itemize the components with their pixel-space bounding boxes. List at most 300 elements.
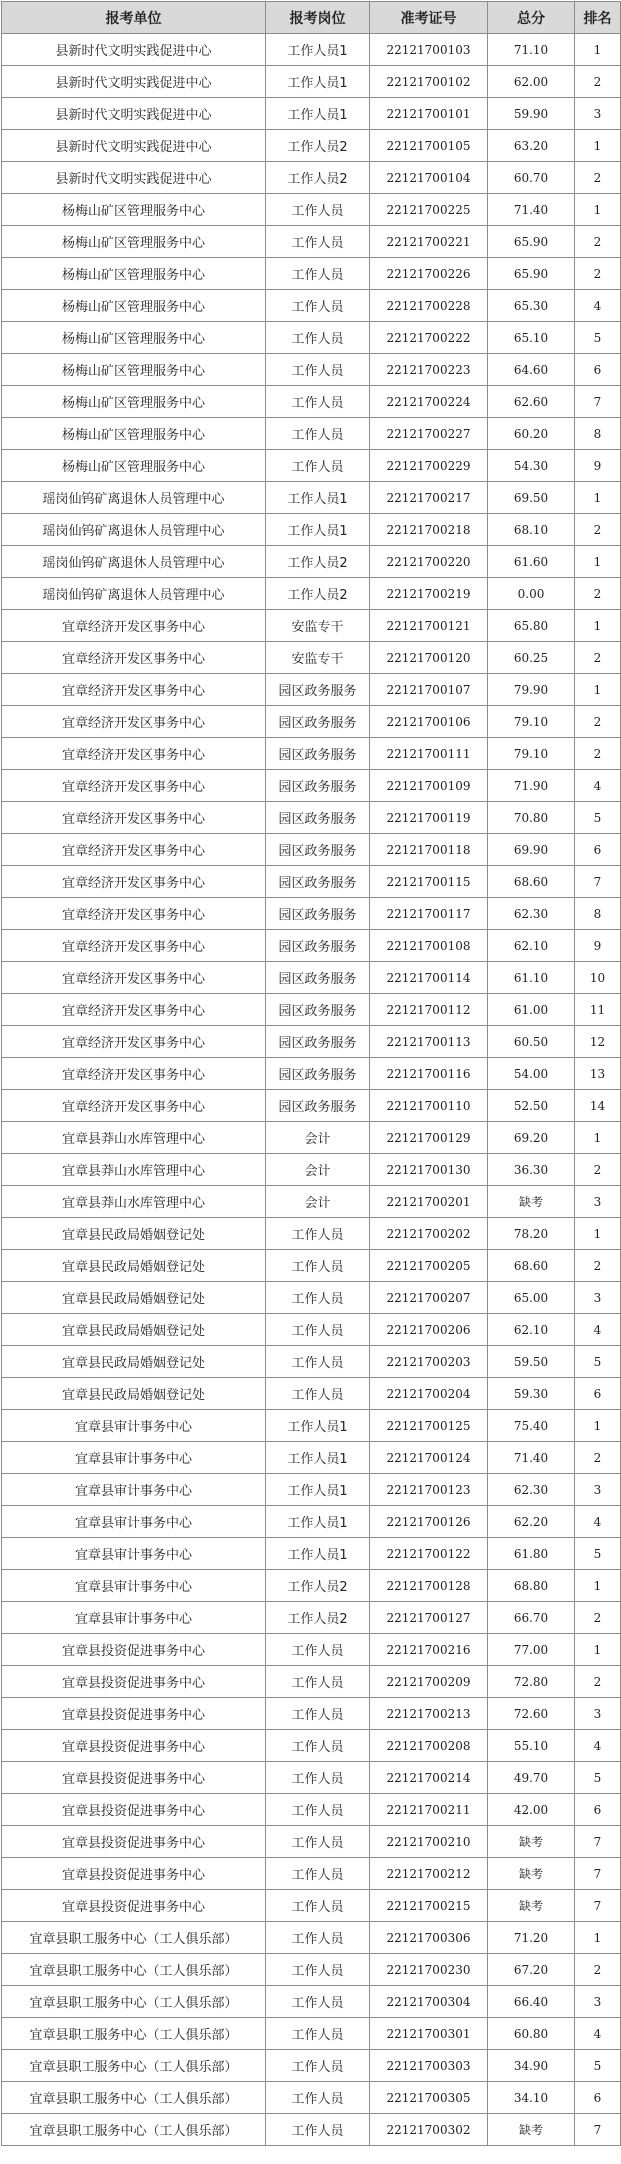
cell-rank: 1 (575, 1218, 621, 1250)
table-row (2, 322, 621, 354)
cell-unit: 宜章县民政局婚姻登记处 (2, 1250, 266, 1282)
cell-position: 工作人员 (266, 1634, 370, 1666)
cell-unit: 宜章县审计事务中心 (2, 1538, 266, 1570)
header-total-score: 总分 (488, 2, 575, 34)
cell-position: 工作人员 (266, 1250, 370, 1282)
table-row (2, 802, 621, 834)
header-ticket-number: 准考证号 (370, 2, 488, 34)
cell-unit: 县新时代文明实践促进中心 (2, 130, 266, 162)
cell-position: 工作人员 (266, 1666, 370, 1698)
cell-total-score: 0.00 (488, 578, 575, 610)
cell-rank: 1 (575, 1410, 621, 1442)
cell-unit: 宜章经济开发区事务中心 (2, 802, 266, 834)
table-row (2, 1250, 621, 1282)
cell-position: 园区政务服务 (266, 770, 370, 802)
cell-rank: 4 (575, 2018, 621, 2050)
cell-total-score: 71.20 (488, 1922, 575, 1954)
table-row (2, 1314, 621, 1346)
cell-position: 安监专干 (266, 610, 370, 642)
cell-unit: 杨梅山矿区管理服务中心 (2, 354, 266, 386)
cell-total-score: 68.60 (488, 866, 575, 898)
cell-rank: 2 (575, 1442, 621, 1474)
cell-unit: 宜章经济开发区事务中心 (2, 642, 266, 674)
cell-ticket-number: 22121700229 (370, 450, 488, 482)
cell-ticket-number: 22121700210 (370, 1826, 488, 1858)
table-row (2, 450, 621, 482)
table-row (2, 162, 621, 194)
cell-unit: 宜章县莽山水库管理中心 (2, 1186, 266, 1218)
cell-total-score: 59.30 (488, 1378, 575, 1410)
cell-position: 工作人员2 (266, 546, 370, 578)
cell-position: 工作人员 (266, 1890, 370, 1922)
cell-rank: 5 (575, 802, 621, 834)
cell-total-score: 缺考 (488, 1890, 575, 1922)
cell-total-score: 68.10 (488, 514, 575, 546)
cell-ticket-number: 22121700206 (370, 1314, 488, 1346)
table-row (2, 866, 621, 898)
cell-total-score: 63.20 (488, 130, 575, 162)
cell-unit: 宜章县民政局婚姻登记处 (2, 1378, 266, 1410)
table-row (2, 1090, 621, 1122)
header-rank: 排名 (575, 2, 621, 34)
cell-total-score: 34.90 (488, 2050, 575, 2082)
table-row (2, 1506, 621, 1538)
cell-unit: 宜章县职工服务中心（工人俱乐部） (2, 1922, 266, 1954)
cell-rank: 9 (575, 930, 621, 962)
cell-position: 园区政务服务 (266, 674, 370, 706)
cell-position: 工作人员 (266, 1794, 370, 1826)
cell-position: 工作人员 (266, 2018, 370, 2050)
table-row (2, 2050, 621, 2082)
cell-rank: 1 (575, 1122, 621, 1154)
cell-total-score: 72.60 (488, 1698, 575, 1730)
cell-unit: 杨梅山矿区管理服务中心 (2, 258, 266, 290)
cell-position: 园区政务服务 (266, 866, 370, 898)
cell-total-score: 52.50 (488, 1090, 575, 1122)
cell-ticket-number: 22121700128 (370, 1570, 488, 1602)
cell-rank: 6 (575, 1794, 621, 1826)
cell-unit: 宜章县投资促进事务中心 (2, 1698, 266, 1730)
cell-unit: 宜章经济开发区事务中心 (2, 898, 266, 930)
table-row (2, 482, 621, 514)
cell-total-score: 69.20 (488, 1122, 575, 1154)
table-row (2, 130, 621, 162)
cell-ticket-number: 22121700113 (370, 1026, 488, 1058)
cell-ticket-number: 22121700215 (370, 1890, 488, 1922)
cell-ticket-number: 22121700219 (370, 578, 488, 610)
table-row (2, 1058, 621, 1090)
cell-position: 工作人员 (266, 1826, 370, 1858)
table-row (2, 1026, 621, 1058)
cell-position: 工作人员 (266, 2114, 370, 2146)
table-row (2, 610, 621, 642)
cell-total-score: 79.10 (488, 738, 575, 770)
cell-position: 工作人员1 (266, 1538, 370, 1570)
cell-total-score: 66.70 (488, 1602, 575, 1634)
cell-ticket-number: 22121700109 (370, 770, 488, 802)
cell-position: 工作人员1 (266, 66, 370, 98)
cell-unit: 宜章县投资促进事务中心 (2, 1826, 266, 1858)
cell-ticket-number: 22121700230 (370, 1954, 488, 1986)
cell-total-score: 77.00 (488, 1634, 575, 1666)
cell-position: 安监专干 (266, 642, 370, 674)
cell-total-score: 49.70 (488, 1762, 575, 1794)
cell-total-score: 36.30 (488, 1154, 575, 1186)
cell-unit: 宜章经济开发区事务中心 (2, 1026, 266, 1058)
cell-ticket-number: 22121700115 (370, 866, 488, 898)
cell-ticket-number: 22121700211 (370, 1794, 488, 1826)
cell-ticket-number: 22121700112 (370, 994, 488, 1026)
cell-rank: 1 (575, 1922, 621, 1954)
cell-total-score: 缺考 (488, 2114, 575, 2146)
cell-rank: 2 (575, 738, 621, 770)
table-row (2, 546, 621, 578)
cell-ticket-number: 22121700114 (370, 962, 488, 994)
cell-unit: 宜章县投资促进事务中心 (2, 1794, 266, 1826)
cell-unit: 宜章经济开发区事务中心 (2, 770, 266, 802)
cell-unit: 宜章县职工服务中心（工人俱乐部） (2, 1954, 266, 1986)
cell-total-score: 60.50 (488, 1026, 575, 1058)
cell-position: 工作人员1 (266, 1410, 370, 1442)
table-row (2, 2018, 621, 2050)
cell-ticket-number: 22121700228 (370, 290, 488, 322)
cell-rank: 7 (575, 866, 621, 898)
cell-position: 园区政务服务 (266, 930, 370, 962)
cell-total-score: 55.10 (488, 1730, 575, 1762)
cell-position: 园区政务服务 (266, 802, 370, 834)
cell-ticket-number: 22121700304 (370, 1986, 488, 2018)
cell-ticket-number: 22121700216 (370, 1634, 488, 1666)
cell-unit: 宜章经济开发区事务中心 (2, 866, 266, 898)
cell-unit: 宜章经济开发区事务中心 (2, 610, 266, 642)
cell-rank: 8 (575, 418, 621, 450)
cell-position: 会计 (266, 1186, 370, 1218)
cell-unit: 宜章县审计事务中心 (2, 1410, 266, 1442)
cell-position: 会计 (266, 1122, 370, 1154)
cell-rank: 7 (575, 2114, 621, 2146)
cell-position: 工作人员 (266, 226, 370, 258)
cell-total-score: 79.90 (488, 674, 575, 706)
table-row (2, 1378, 621, 1410)
table-row (2, 1538, 621, 1570)
cell-rank: 6 (575, 2082, 621, 2114)
cell-rank: 1 (575, 130, 621, 162)
cell-ticket-number: 22121700208 (370, 1730, 488, 1762)
cell-unit: 宜章县投资促进事务中心 (2, 1634, 266, 1666)
cell-total-score: 69.90 (488, 834, 575, 866)
cell-position: 工作人员1 (266, 514, 370, 546)
cell-position: 工作人员 (266, 1346, 370, 1378)
cell-rank: 1 (575, 34, 621, 66)
cell-total-score: 72.80 (488, 1666, 575, 1698)
cell-total-score: 62.00 (488, 66, 575, 98)
cell-ticket-number: 22121700118 (370, 834, 488, 866)
cell-rank: 11 (575, 994, 621, 1026)
table-row (2, 1954, 621, 1986)
cell-rank: 2 (575, 1602, 621, 1634)
cell-unit: 宜章县投资促进事务中心 (2, 1666, 266, 1698)
table-row (2, 1282, 621, 1314)
cell-unit: 宜章县职工服务中心（工人俱乐部） (2, 1986, 266, 2018)
cell-position: 园区政务服务 (266, 962, 370, 994)
cell-rank: 5 (575, 1538, 621, 1570)
cell-rank: 5 (575, 1762, 621, 1794)
cell-rank: 1 (575, 482, 621, 514)
cell-unit: 县新时代文明实践促进中心 (2, 162, 266, 194)
table-row (2, 1218, 621, 1250)
table-row (2, 98, 621, 130)
cell-position: 工作人员 (266, 258, 370, 290)
cell-rank: 2 (575, 1666, 621, 1698)
cell-rank: 7 (575, 1890, 621, 1922)
cell-ticket-number: 22121700207 (370, 1282, 488, 1314)
cell-ticket-number: 22121700105 (370, 130, 488, 162)
cell-position: 工作人员1 (266, 98, 370, 130)
cell-ticket-number: 22121700305 (370, 2082, 488, 2114)
cell-unit: 宜章县民政局婚姻登记处 (2, 1346, 266, 1378)
cell-total-score: 60.80 (488, 2018, 575, 2050)
cell-ticket-number: 22121700222 (370, 322, 488, 354)
cell-rank: 7 (575, 386, 621, 418)
cell-total-score: 65.10 (488, 322, 575, 354)
cell-ticket-number: 22121700126 (370, 1506, 488, 1538)
cell-total-score: 71.40 (488, 194, 575, 226)
table-row (2, 2114, 621, 2146)
cell-total-score: 66.40 (488, 1986, 575, 2018)
cell-ticket-number: 22121700127 (370, 1602, 488, 1634)
cell-rank: 4 (575, 1730, 621, 1762)
cell-position: 工作人员1 (266, 1442, 370, 1474)
table-row (2, 1154, 621, 1186)
table-row (2, 1890, 621, 1922)
cell-unit: 宜章县投资促进事务中心 (2, 1762, 266, 1794)
cell-total-score: 68.80 (488, 1570, 575, 1602)
table-row (2, 1634, 621, 1666)
table-row (2, 962, 621, 994)
cell-ticket-number: 22121700212 (370, 1858, 488, 1890)
table-row (2, 514, 621, 546)
cell-unit: 宜章经济开发区事务中心 (2, 1090, 266, 1122)
cell-position: 工作人员 (266, 290, 370, 322)
cell-unit: 杨梅山矿区管理服务中心 (2, 194, 266, 226)
table-header-row (2, 2, 621, 34)
cell-unit: 宜章经济开发区事务中心 (2, 994, 266, 1026)
cell-rank: 2 (575, 578, 621, 610)
cell-total-score: 70.80 (488, 802, 575, 834)
cell-total-score: 62.60 (488, 386, 575, 418)
cell-position: 工作人员 (266, 1730, 370, 1762)
table-row (2, 1730, 621, 1762)
cell-position: 园区政务服务 (266, 1026, 370, 1058)
cell-total-score: 60.25 (488, 642, 575, 674)
cell-rank: 3 (575, 1186, 621, 1218)
table-row (2, 1570, 621, 1602)
cell-total-score: 61.00 (488, 994, 575, 1026)
cell-position: 工作人员 (266, 1282, 370, 1314)
cell-ticket-number: 22121700303 (370, 2050, 488, 2082)
table-row (2, 898, 621, 930)
cell-total-score: 59.50 (488, 1346, 575, 1378)
cell-unit: 宜章县职工服务中心（工人俱乐部） (2, 2082, 266, 2114)
cell-ticket-number: 22121700306 (370, 1922, 488, 1954)
cell-rank: 12 (575, 1026, 621, 1058)
cell-ticket-number: 22121700111 (370, 738, 488, 770)
cell-unit: 宜章县民政局婚姻登记处 (2, 1218, 266, 1250)
cell-unit: 瑶岗仙钨矿离退休人员管理中心 (2, 546, 266, 578)
cell-rank: 2 (575, 1250, 621, 1282)
cell-position: 工作人员 (266, 1218, 370, 1250)
cell-total-score: 61.60 (488, 546, 575, 578)
cell-ticket-number: 22121700224 (370, 386, 488, 418)
cell-total-score: 62.30 (488, 1474, 575, 1506)
cell-unit: 宜章县莽山水库管理中心 (2, 1154, 266, 1186)
cell-rank: 5 (575, 1346, 621, 1378)
cell-rank: 2 (575, 226, 621, 258)
cell-unit: 宜章县审计事务中心 (2, 1474, 266, 1506)
table-row (2, 1986, 621, 2018)
cell-unit: 宜章县投资促进事务中心 (2, 1858, 266, 1890)
cell-total-score: 34.10 (488, 2082, 575, 2114)
cell-ticket-number: 22121700130 (370, 1154, 488, 1186)
cell-total-score: 62.20 (488, 1506, 575, 1538)
cell-total-score: 62.30 (488, 898, 575, 930)
cell-unit: 县新时代文明实践促进中心 (2, 66, 266, 98)
table-row (2, 1698, 621, 1730)
cell-rank: 6 (575, 1378, 621, 1410)
cell-unit: 瑶岗仙钨矿离退休人员管理中心 (2, 514, 266, 546)
header-unit: 报考单位 (2, 2, 266, 34)
cell-position: 工作人员1 (266, 34, 370, 66)
cell-ticket-number: 22121700121 (370, 610, 488, 642)
cell-rank: 4 (575, 770, 621, 802)
cell-total-score: 71.10 (488, 34, 575, 66)
table-row (2, 770, 621, 802)
cell-rank: 5 (575, 322, 621, 354)
cell-position: 工作人员1 (266, 1506, 370, 1538)
table-row (2, 1410, 621, 1442)
score-table (1, 1, 621, 2146)
cell-unit: 宜章经济开发区事务中心 (2, 1058, 266, 1090)
cell-total-score: 62.10 (488, 1314, 575, 1346)
cell-position: 工作人员 (266, 1986, 370, 2018)
table-row (2, 1474, 621, 1506)
cell-position: 工作人员 (266, 194, 370, 226)
cell-position: 园区政务服务 (266, 1058, 370, 1090)
cell-unit: 县新时代文明实践促进中心 (2, 34, 266, 66)
cell-position: 工作人员2 (266, 130, 370, 162)
cell-total-score: 69.50 (488, 482, 575, 514)
cell-unit: 宜章县审计事务中心 (2, 1506, 266, 1538)
table-row (2, 1794, 621, 1826)
table-row (2, 386, 621, 418)
cell-total-score: 65.30 (488, 290, 575, 322)
table-row (2, 1122, 621, 1154)
cell-unit: 杨梅山矿区管理服务中心 (2, 226, 266, 258)
cell-ticket-number: 22121700302 (370, 2114, 488, 2146)
cell-position: 工作人员2 (266, 162, 370, 194)
cell-position: 园区政务服务 (266, 994, 370, 1026)
cell-position: 工作人员 (266, 1314, 370, 1346)
cell-unit: 宜章县投资促进事务中心 (2, 1730, 266, 1762)
cell-ticket-number: 22121700125 (370, 1410, 488, 1442)
table-row (2, 1186, 621, 1218)
cell-position: 工作人员 (266, 1762, 370, 1794)
cell-total-score: 65.90 (488, 258, 575, 290)
cell-unit: 瑶岗仙钨矿离退休人员管理中心 (2, 578, 266, 610)
cell-total-score: 78.20 (488, 1218, 575, 1250)
cell-position: 工作人员 (266, 322, 370, 354)
cell-ticket-number: 22121700221 (370, 226, 488, 258)
cell-rank: 2 (575, 162, 621, 194)
table-row (2, 1346, 621, 1378)
cell-rank: 1 (575, 546, 621, 578)
cell-rank: 1 (575, 1634, 621, 1666)
cell-rank: 2 (575, 258, 621, 290)
cell-rank: 4 (575, 1506, 621, 1538)
cell-rank: 4 (575, 290, 621, 322)
table-row (2, 34, 621, 66)
cell-position: 工作人员2 (266, 578, 370, 610)
cell-unit: 宜章经济开发区事务中心 (2, 738, 266, 770)
cell-ticket-number: 22121700103 (370, 34, 488, 66)
cell-total-score: 54.00 (488, 1058, 575, 1090)
cell-unit: 宜章经济开发区事务中心 (2, 930, 266, 962)
cell-rank: 1 (575, 610, 621, 642)
cell-ticket-number: 22121700129 (370, 1122, 488, 1154)
cell-rank: 3 (575, 1698, 621, 1730)
cell-rank: 6 (575, 834, 621, 866)
cell-unit: 宜章经济开发区事务中心 (2, 834, 266, 866)
cell-ticket-number: 22121700108 (370, 930, 488, 962)
table-row (2, 1762, 621, 1794)
cell-position: 工作人员 (266, 418, 370, 450)
cell-rank: 10 (575, 962, 621, 994)
cell-rank: 14 (575, 1090, 621, 1122)
cell-total-score: 62.10 (488, 930, 575, 962)
cell-rank: 6 (575, 354, 621, 386)
cell-ticket-number: 22121700201 (370, 1186, 488, 1218)
cell-ticket-number: 22121700225 (370, 194, 488, 226)
cell-unit: 宜章县审计事务中心 (2, 1602, 266, 1634)
cell-ticket-number: 22121700220 (370, 546, 488, 578)
cell-position: 工作人员 (266, 1698, 370, 1730)
cell-rank: 9 (575, 450, 621, 482)
cell-rank: 7 (575, 1858, 621, 1890)
cell-ticket-number: 22121700110 (370, 1090, 488, 1122)
cell-position: 会计 (266, 1154, 370, 1186)
cell-total-score: 61.10 (488, 962, 575, 994)
cell-rank: 3 (575, 1986, 621, 2018)
cell-unit: 宜章县审计事务中心 (2, 1442, 266, 1474)
cell-rank: 1 (575, 1570, 621, 1602)
cell-total-score: 59.90 (488, 98, 575, 130)
cell-unit: 杨梅山矿区管理服务中心 (2, 322, 266, 354)
cell-rank: 5 (575, 2050, 621, 2082)
cell-unit: 杨梅山矿区管理服务中心 (2, 290, 266, 322)
cell-ticket-number: 22121700119 (370, 802, 488, 834)
cell-ticket-number: 22121700205 (370, 1250, 488, 1282)
cell-position: 工作人员 (266, 1858, 370, 1890)
cell-rank: 2 (575, 1154, 621, 1186)
cell-rank: 3 (575, 98, 621, 130)
cell-position: 工作人员 (266, 450, 370, 482)
table-body (2, 34, 621, 2146)
table-row (2, 66, 621, 98)
table-row (2, 834, 621, 866)
cell-ticket-number: 22121700223 (370, 354, 488, 386)
header-position: 报考岗位 (266, 2, 370, 34)
cell-unit: 宜章县民政局婚姻登记处 (2, 1314, 266, 1346)
